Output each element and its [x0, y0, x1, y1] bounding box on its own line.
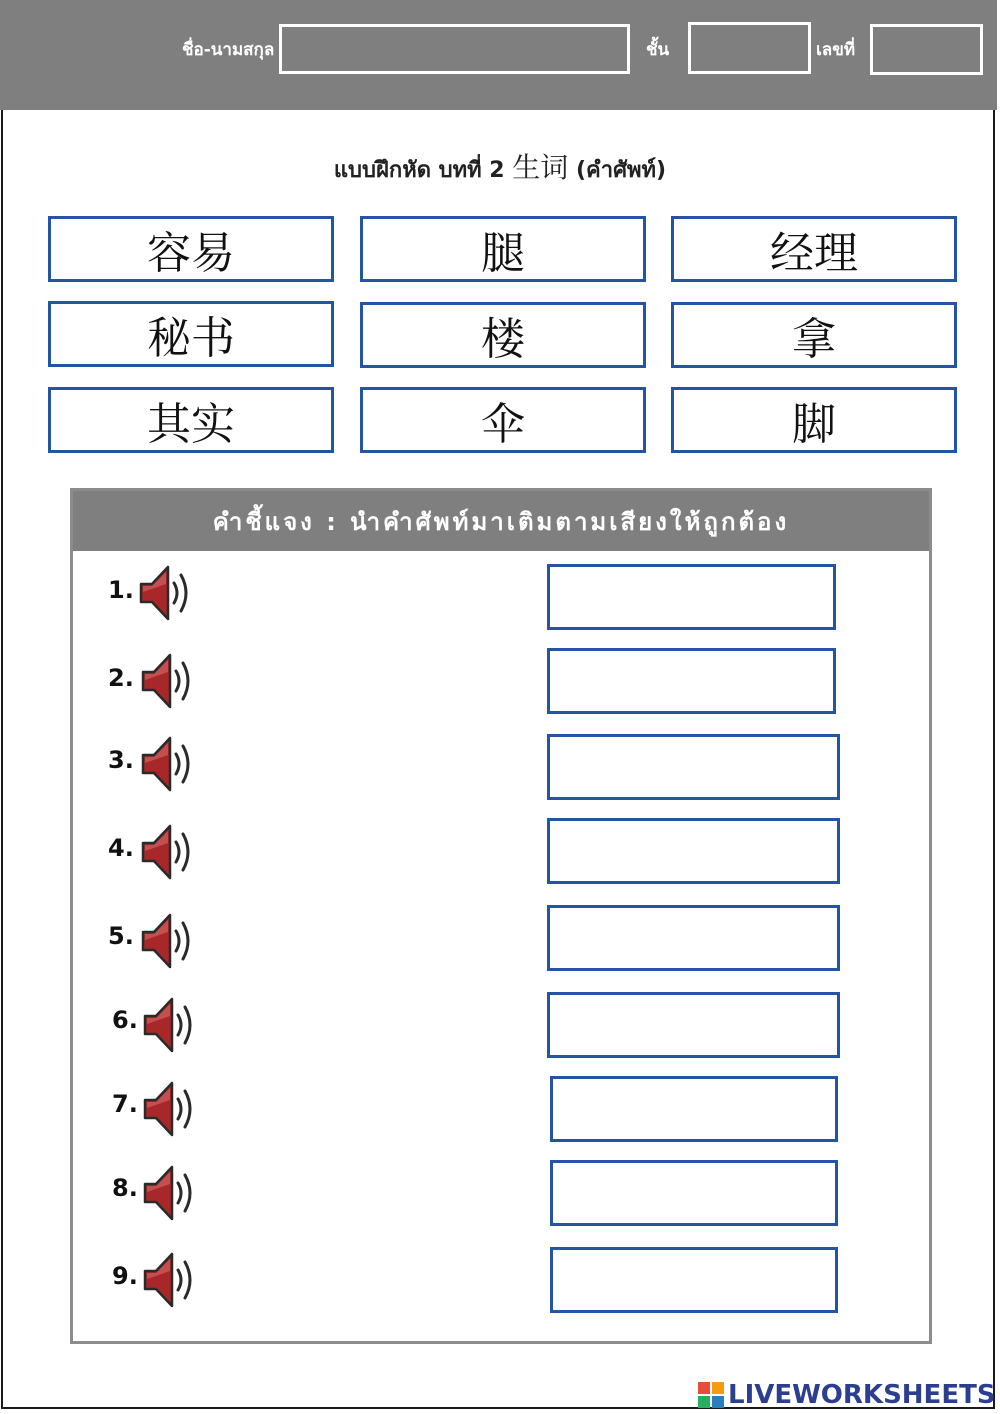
word-card[interactable]: 其实: [48, 387, 334, 453]
word-card[interactable]: 伞: [360, 387, 646, 453]
answer-field[interactable]: [547, 818, 840, 884]
answer-field[interactable]: [547, 734, 840, 800]
class-field[interactable]: [688, 22, 811, 74]
name-label: ชื่อ-นามสกุล: [182, 40, 275, 60]
brand-text: LIVEWORKSHEETS: [728, 1380, 996, 1410]
answer-field[interactable]: [547, 905, 840, 971]
answer-field[interactable]: [547, 648, 836, 714]
speaker-icon[interactable]: [142, 994, 198, 1056]
question-number: 2.: [108, 664, 134, 692]
question-number: 6.: [112, 1006, 138, 1034]
answer-field[interactable]: [547, 992, 840, 1058]
word-card[interactable]: 容易: [48, 216, 334, 282]
instructions-header: คำชี้แจง : นำคำศัพท์มาเติมตามเสียงให้ถูกต้อง: [73, 491, 929, 551]
speaker-icon[interactable]: [140, 733, 196, 795]
speaker-icon[interactable]: [140, 910, 196, 972]
question-number: 1.: [108, 576, 134, 604]
question-number: 3.: [108, 746, 134, 774]
liveworksheets-brand[interactable]: [698, 1378, 996, 1412]
answer-field[interactable]: [547, 564, 836, 630]
speaker-icon[interactable]: [140, 650, 196, 712]
word-card[interactable]: 脚: [671, 387, 957, 453]
liveworksheets-logo-icon: [698, 1382, 724, 1408]
word-card[interactable]: 秘书: [48, 301, 334, 367]
answer-field[interactable]: [550, 1076, 838, 1142]
student-info-header: [0, 0, 997, 110]
speaker-icon[interactable]: [142, 1162, 198, 1224]
speaker-icon[interactable]: [138, 562, 194, 624]
answer-field[interactable]: [550, 1160, 838, 1226]
word-card[interactable]: 腿: [360, 216, 646, 282]
page-title: [0, 146, 1000, 187]
title-suffix: (คำศัพท์): [575, 158, 667, 183]
question-number: 5.: [108, 922, 134, 950]
speaker-icon[interactable]: [142, 1078, 198, 1140]
answer-field[interactable]: [550, 1247, 838, 1313]
question-number: 8.: [112, 1174, 138, 1202]
class-label: ชั้น: [646, 40, 670, 60]
word-card[interactable]: 经理: [671, 216, 957, 282]
title-prefix: แบบฝึกหัด บทที่ 2: [333, 158, 505, 183]
name-field[interactable]: [279, 24, 630, 74]
number-field[interactable]: [870, 24, 983, 75]
question-number: 7.: [112, 1090, 138, 1118]
title-chinese: 生词: [512, 151, 569, 184]
number-label: เลขที่: [816, 40, 856, 60]
question-number: 9.: [112, 1262, 138, 1290]
word-card[interactable]: 楼: [360, 302, 646, 368]
speaker-icon[interactable]: [140, 821, 196, 883]
word-card[interactable]: 拿: [671, 302, 957, 368]
question-number: 4.: [108, 834, 134, 862]
speaker-icon[interactable]: [142, 1249, 198, 1311]
